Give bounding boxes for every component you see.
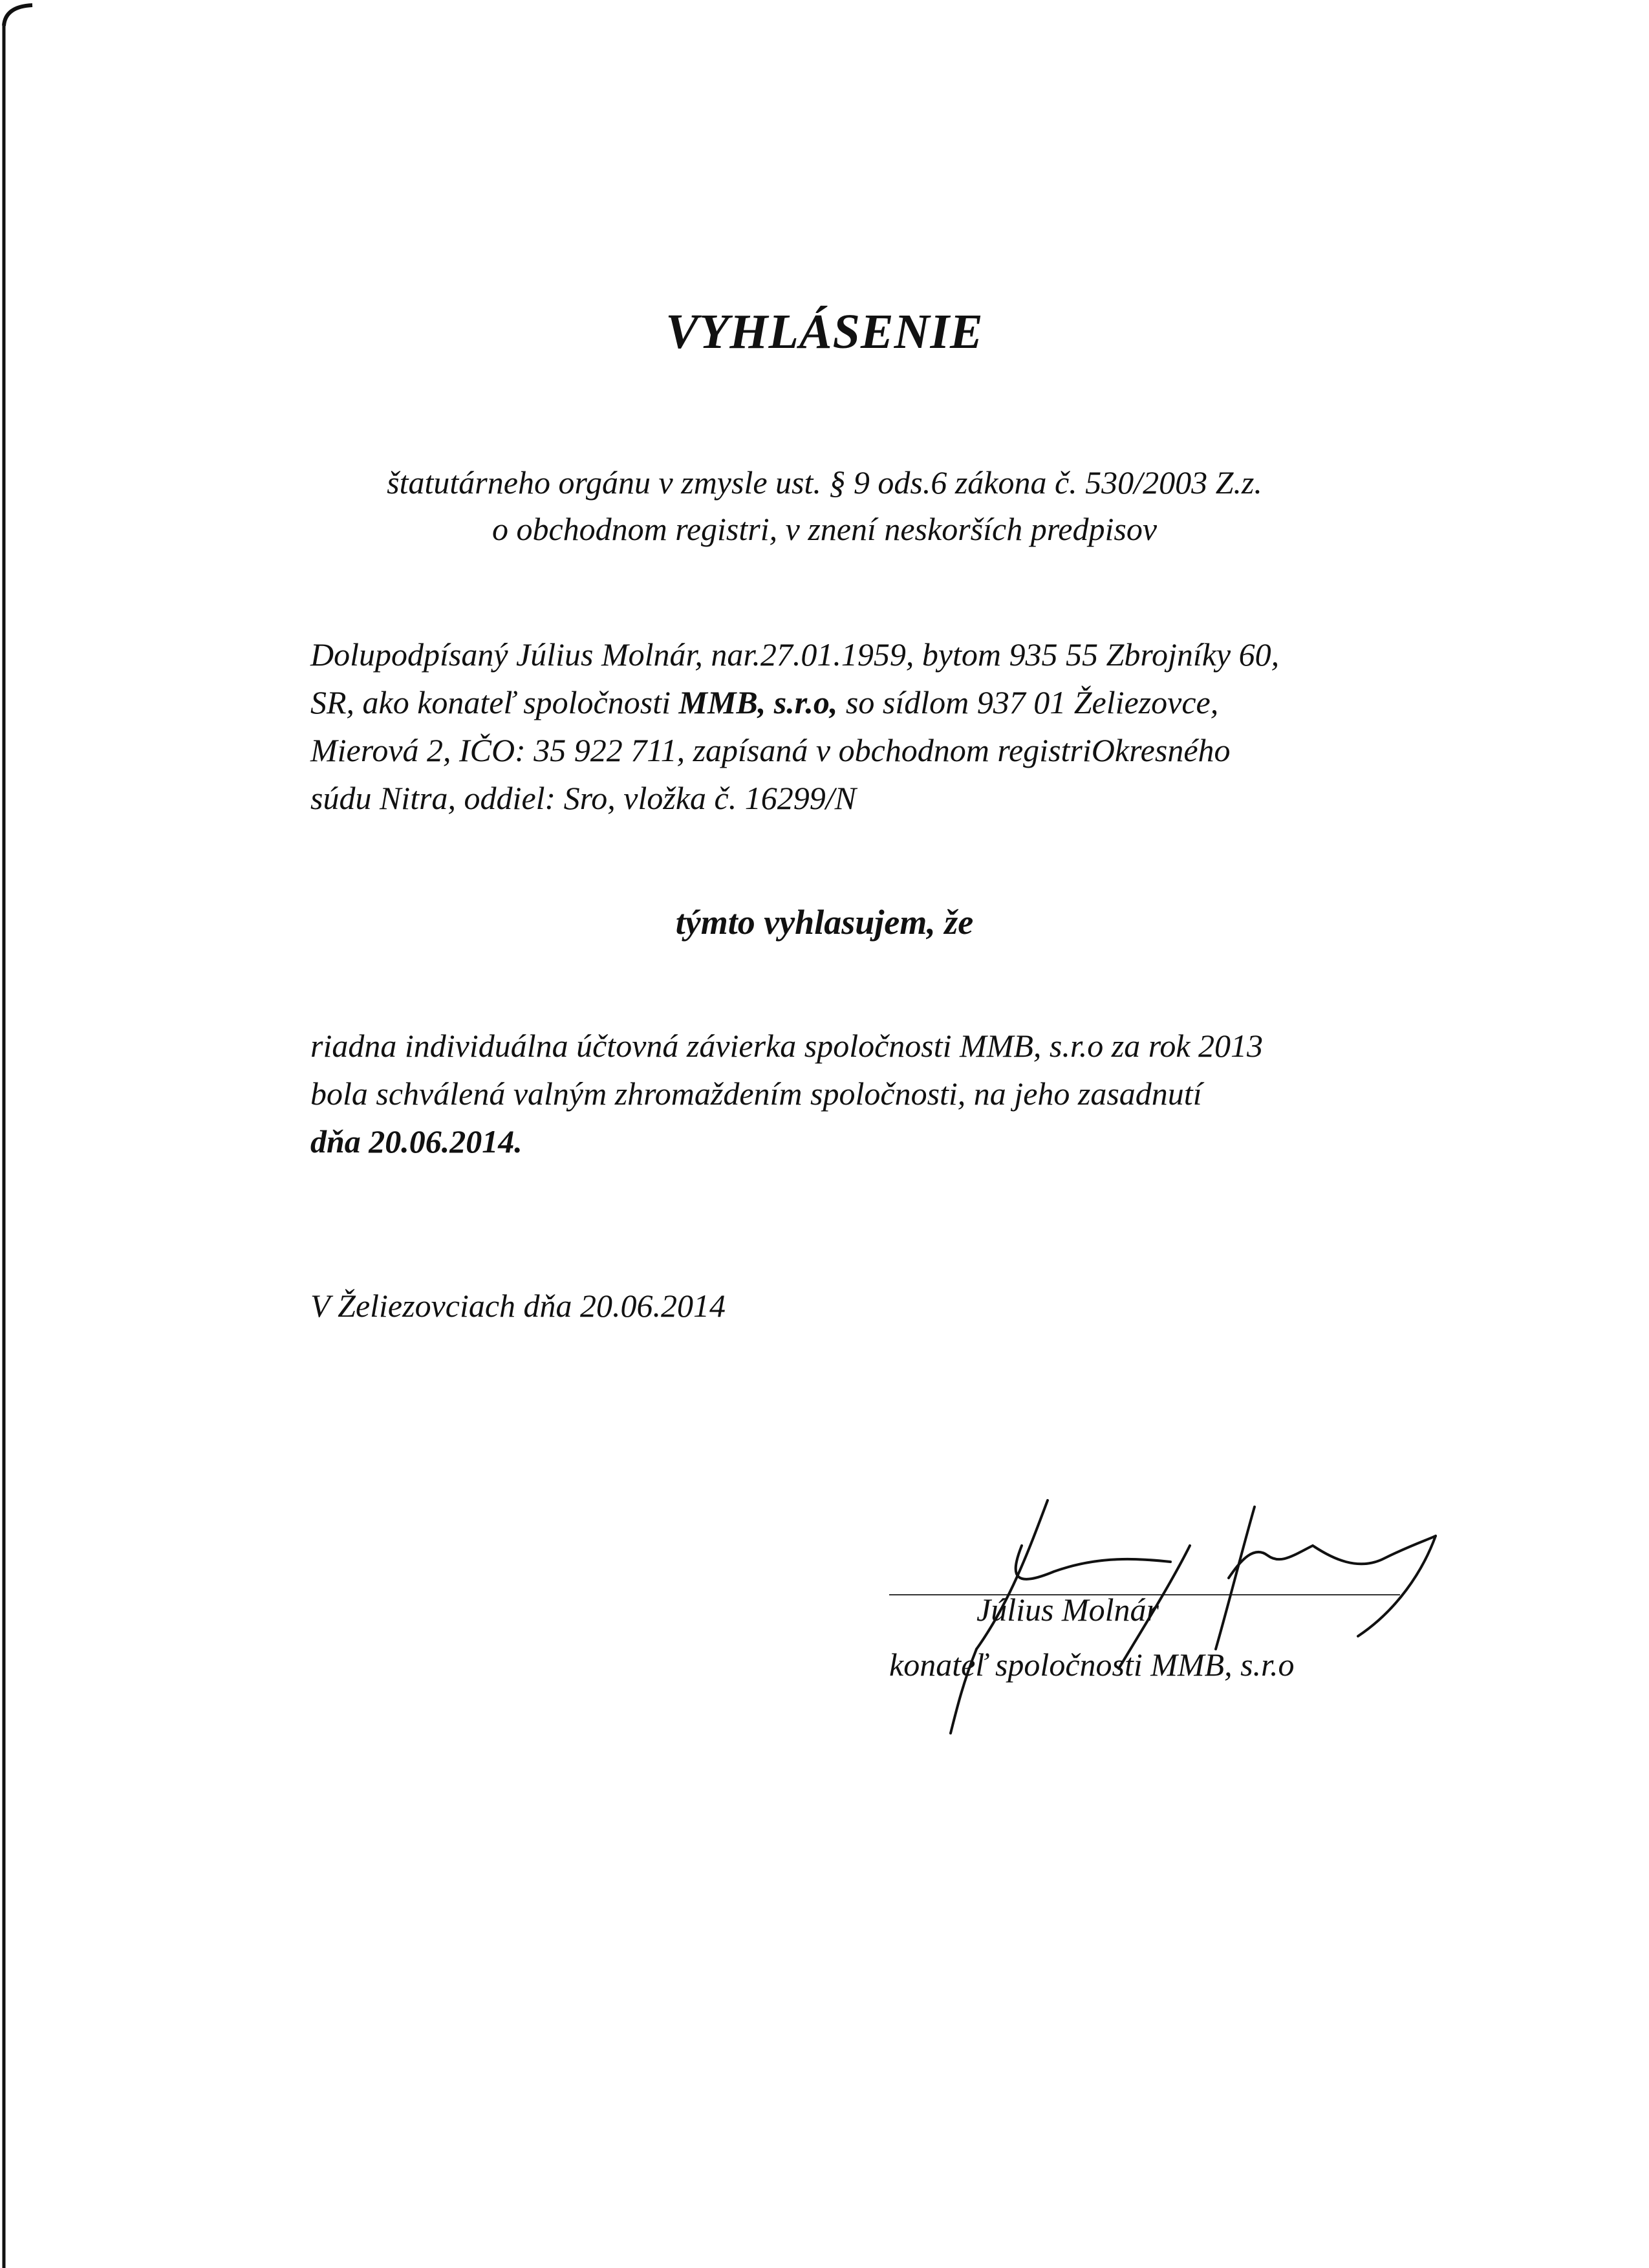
statement-paragraph [310,1022,1461,1165]
subtitle-line-1: štatutárneho orgánu v zmysle ust. § 9 ods.6 zákona č. 530/2003 Z.z. [387,464,1262,501]
intro-paragraph [310,631,1461,822]
statement-date: dňa 20.06.2014. [310,1123,523,1160]
statement-line-1: riadna individuálna účtovná závierka spoločnosti MMB, s.r.o za rok 2013 [310,1028,1264,1064]
intro-line-3 [310,726,1461,774]
signatory-role: konateľ spoločnosti MMB, s.r.o [889,1647,1295,1683]
intro-line-2-tail: so sídlom 937 01 Želiezovce, [837,684,1219,720]
signatory-name: Július Molnár [976,1592,1159,1628]
company-name: MMB, s.r.o, [678,684,838,720]
document-subtitle [0,459,1649,552]
intro-line-3-left: Mierová 2, IČO: 35 922 711, zapísaná v obchodnom registri [310,732,1092,768]
document-title: VYHLÁSENIE [665,305,984,359]
subtitle-line-2: o obchodnom registri, v znení neskorších predpisov [491,511,1158,547]
intro-line-4: súdu Nitra, oddiel: Sro, vložka č. 16299/N [310,780,856,816]
place-and-date: V Želiezovciach dňa 20.06.2014 [310,1288,726,1324]
declaration-heading: týmto vyhlasujem, že [675,903,974,942]
statement-line-2: bola schválená valným zhromaždením spoločnosti, na jeho zasadnutí [310,1075,1202,1112]
intro-line-3-right: Okresného [1091,732,1231,768]
handwritten-signature [867,1474,1552,1746]
intro-line-2-text: SR, ako konateľ spoločnosti [310,684,679,720]
intro-line-2 [310,678,1461,726]
intro-line-1: Dolupodpísaný Július Molnár, nar.27.01.1959, bytom 935 55 Zbrojníky 60, [310,636,1280,673]
